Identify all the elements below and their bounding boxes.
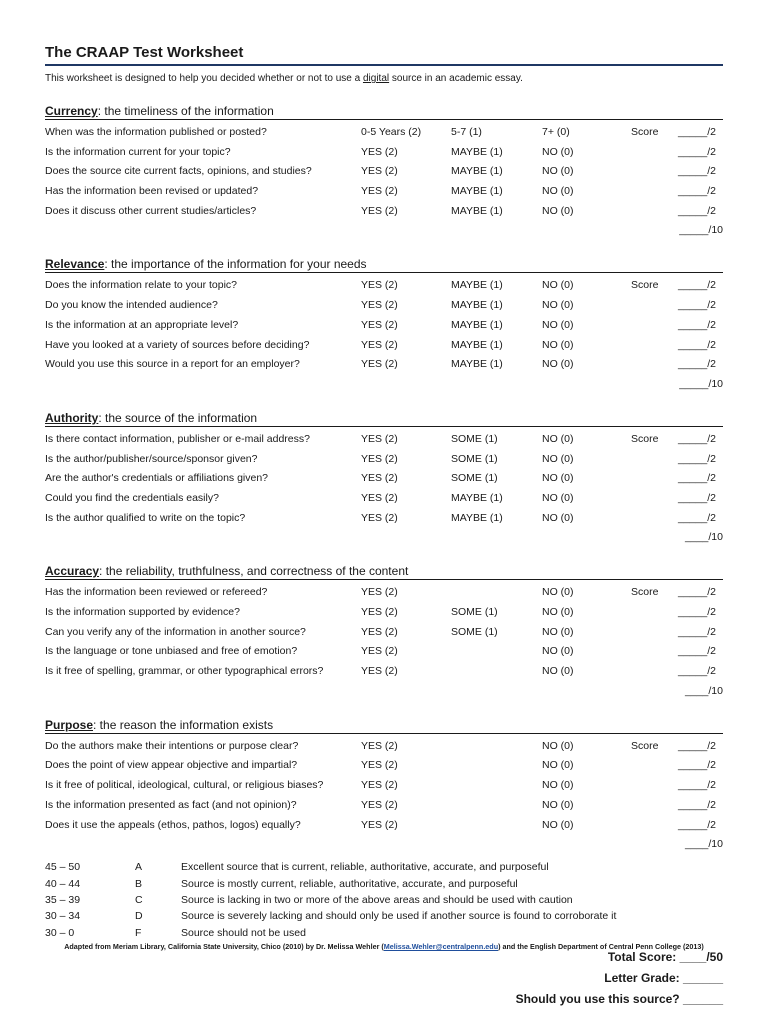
option-low[interactable]: 7+ (0) [542,126,570,138]
question-row [45,450,723,470]
page-title: The CRAAP Test Worksheet [45,44,723,66]
score-blank[interactable]: _____/2 [678,779,716,792]
question-row [45,816,723,836]
question-row [45,776,723,796]
option-high[interactable]: YES (2) [361,452,398,465]
grade-letter: B [135,877,143,890]
option-high[interactable]: YES (2) [361,472,398,485]
option-high[interactable]: YES (2) [361,338,398,351]
question-row [45,430,723,450]
question-row [45,583,723,603]
section-total [45,528,723,546]
section-description: : the reliability, truthfulness, and correctness of the content [99,564,409,579]
score-blank[interactable]: _____/2 [678,338,716,351]
section-total-blank[interactable]: _____/10 [679,377,723,390]
section-name: Currency [45,104,98,118]
question-row [45,796,723,816]
option-high[interactable]: YES (2) [361,798,398,811]
option-low[interactable]: NO (0) [542,818,574,831]
footer-before: Adapted from Meriam Library, California State University, Chico (2010) by Dr. Melissa Wehler ( [64,942,384,951]
grade-range: 30 – 34 [45,910,81,923]
grade-row [45,892,723,908]
option-mid[interactable]: 5-7 (1) [451,126,482,138]
question-text: Do the authors make their intentions or purpose clear? [45,739,299,752]
score-label: Score [631,432,659,445]
section-authority [45,410,723,546]
question-row [45,509,723,529]
option-low[interactable]: NO (0) [542,798,574,811]
letter-grade[interactable]: Letter Grade: ______ [604,971,723,986]
option-mid[interactable]: SOME (1) [451,625,498,638]
question-text: Could you find the credentials easily? [45,491,219,504]
question-text: Does the point of view appear objective and impartial? [45,759,298,772]
intro-text [45,72,723,86]
section-heading [45,103,723,120]
score-blank[interactable]: _____/2 [678,472,716,485]
section-total-blank[interactable]: ____/10 [685,531,723,544]
score-blank[interactable]: _____/2 [678,586,716,599]
option-low[interactable]: NO (0) [542,472,574,485]
score-blank[interactable]: _____/2 [678,145,716,158]
option-mid[interactable]: SOME (1) [451,452,498,465]
question-row [45,469,723,489]
question-row [45,182,723,202]
option-high[interactable]: YES (2) [361,759,398,772]
option-low[interactable]: NO (0) [542,338,574,351]
section-total [45,375,723,393]
question-text: Has the information been reviewed or refereed? [45,586,268,599]
question-row [45,276,723,296]
score-blank[interactable]: _____/2 [678,358,716,371]
option-low[interactable]: NO (0) [542,299,574,312]
score-blank[interactable]: _____/2 [678,606,716,618]
score-blank[interactable]: _____/2 [678,452,716,465]
question-row [45,162,723,182]
final-score-block [45,947,723,1010]
question-text: Does the information relate to your topic? [45,279,238,292]
score-label: Score [631,586,659,599]
score-blank[interactable]: _____/2 [678,645,716,658]
option-low[interactable]: NO (0) [542,279,574,292]
option-high[interactable]: YES (2) [361,645,398,658]
option-high[interactable]: YES (2) [361,145,398,158]
score-label: Score [631,279,659,292]
question-text: Is the information presented as fact (and not opinion)? [45,798,297,811]
option-high[interactable]: YES (2) [361,739,398,752]
section-name: Authority [45,410,99,425]
option-high[interactable]: YES (2) [361,625,398,638]
worksheet-page [45,44,723,1010]
option-low[interactable]: NO (0) [542,511,574,524]
option-high[interactable]: YES (2) [361,606,398,618]
question-text: Has the information been revised or updated? [45,185,259,198]
score-blank[interactable]: _____/2 [678,739,716,752]
option-mid[interactable]: MAYBE (1) [451,491,503,504]
section-heading [45,410,723,427]
grade-range: 35 – 39 [45,893,81,906]
grade-description: Source should not be used [181,926,306,939]
grade-row [45,859,723,875]
score-blank[interactable]: _____/2 [678,165,716,178]
option-high[interactable]: YES (2) [361,279,398,292]
option-low[interactable]: NO (0) [542,759,574,772]
grading-scale [45,859,723,941]
option-low[interactable]: NO (0) [542,145,574,158]
question-text: When was the information published or posted? [45,126,267,138]
section-currency [45,103,723,239]
grade-description: Source is lacking in two or more of the above areas and should be used with caution [181,893,573,906]
grade-row [45,876,723,892]
footer-email-link[interactable]: Melissa.Wehler@centralpenn.edu [383,942,499,951]
option-high[interactable]: YES (2) [361,779,398,792]
grade-letter: C [135,893,143,906]
score-blank[interactable]: _____/2 [678,759,716,772]
question-row [45,737,723,757]
option-low[interactable]: NO (0) [542,432,574,445]
question-text: Is the author qualified to write on the topic? [45,511,246,524]
option-low[interactable]: NO (0) [542,606,574,618]
intro-after: source in an academic essay. [389,73,523,84]
question-text: Is the language or tone unbiased and free of emotion? [45,645,298,658]
option-high[interactable]: YES (2) [361,665,398,678]
score-blank[interactable]: _____/2 [678,126,716,138]
score-blank[interactable]: _____/2 [678,818,716,831]
score-blank[interactable]: _____/2 [678,185,716,198]
section-total [45,835,723,853]
option-high[interactable]: YES (2) [361,299,398,312]
score-blank[interactable]: _____/2 [678,511,716,524]
option-low[interactable]: NO (0) [542,165,574,178]
section-total [45,682,723,700]
question-text: Is the information supported by evidence? [45,606,240,618]
option-mid[interactable]: MAYBE (1) [451,165,503,178]
question-text: Can you verify any of the information in another source? [45,625,306,638]
option-high[interactable]: YES (2) [361,511,398,524]
question-row [45,489,723,509]
section-name: Accuracy [45,564,100,579]
option-high[interactable]: YES (2) [361,432,398,445]
question-row [45,143,723,163]
option-low[interactable]: NO (0) [542,491,574,504]
score-blank[interactable]: _____/2 [678,665,716,678]
question-text: Is it free of political, ideological, cultural, or religious biases? [45,779,324,792]
grade-letter: A [135,861,143,874]
section-total [45,221,723,239]
option-mid[interactable]: SOME (1) [451,432,498,445]
grade-range: 45 – 50 [45,861,81,874]
intro-before: This worksheet is designed to help you decided whether or not to use a [45,73,363,84]
grade-row [45,908,723,924]
grade-description: Excellent source that is current, reliable, authoritative, accurate, and purposeful [181,861,549,874]
question-row [45,123,723,143]
option-high[interactable]: YES (2) [361,586,398,599]
score-blank[interactable]: _____/2 [678,432,716,445]
option-low[interactable]: NO (0) [542,645,574,658]
option-high[interactable]: YES (2) [361,318,398,331]
option-high[interactable]: YES (2) [361,491,398,504]
grade-letter: D [135,910,143,923]
intro-underlined-word: digital [362,73,390,84]
grade-range: 30 – 0 [45,926,75,939]
score-blank[interactable]: _____/2 [678,318,716,331]
option-low[interactable]: NO (0) [542,665,574,678]
question-text: Does it use the appeals (ethos, pathos, logos) equally? [45,818,301,831]
section-description: : the source of the information [98,410,258,425]
score-blank[interactable]: _____/2 [678,299,716,312]
section-relevance [45,256,723,392]
total-score[interactable]: Total Score: ____/50 [607,950,723,965]
question-row [45,623,723,643]
score-blank[interactable]: _____/2 [678,625,716,638]
question-row [45,316,723,336]
option-low[interactable]: NO (0) [542,318,574,331]
question-text: Have you looked at a variety of sources before deciding? [45,338,310,351]
grade-description: Source is mostly current, reliable, authoritative, accurate, and purposeful [181,877,518,890]
question-text: Would you use this source in a report for an employer? [45,358,300,371]
option-mid[interactable]: MAYBE (1) [451,299,503,312]
option-mid[interactable]: MAYBE (1) [451,185,503,198]
score-blank[interactable]: _____/2 [678,204,716,217]
section-description: : the importance of the information for your needs [104,257,367,272]
option-low[interactable]: NO (0) [542,185,574,198]
option-low[interactable]: NO (0) [542,452,574,465]
question-row [45,662,723,682]
question-row [45,355,723,375]
score-blank[interactable]: _____/2 [678,798,716,811]
option-low[interactable]: NO (0) [542,586,574,599]
section-name: Relevance [45,257,105,272]
question-text: Do you know the intended audience? [45,299,218,312]
section-total-blank[interactable]: ____/10 [685,838,723,851]
section-name: Purpose [45,717,94,732]
option-mid[interactable]: MAYBE (1) [451,511,503,524]
question-text: Is it free of spelling, grammar, or other typographical errors? [45,665,324,678]
use-source-question[interactable]: Should you use this source? ______ [515,992,723,1007]
option-mid[interactable]: MAYBE (1) [451,279,503,292]
option-low[interactable]: NO (0) [542,204,574,217]
option-low[interactable]: NO (0) [542,779,574,792]
option-mid[interactable]: SOME (1) [451,472,498,485]
option-low[interactable]: NO (0) [542,625,574,638]
question-text: Is the information current for your topic? [45,145,231,158]
option-low[interactable]: NO (0) [542,739,574,752]
option-high[interactable]: YES (2) [361,165,398,178]
grade-range: 40 – 44 [45,877,81,890]
question-row [45,296,723,316]
question-text: Does the source cite current facts, opinions, and studies? [45,165,312,178]
grade-description: Source is severely lacking and should only be used if another source is found to corroborate it [181,910,617,923]
score-blank[interactable]: _____/2 [678,279,716,292]
score-label: Score [631,126,659,138]
option-high[interactable]: YES (2) [361,358,398,371]
option-high[interactable]: 0-5 Years (2) [361,126,422,138]
section-heading [45,563,723,580]
option-mid[interactable]: MAYBE (1) [451,318,503,331]
option-mid[interactable]: MAYBE (1) [451,358,503,371]
question-text: Does it discuss other current studies/articles? [45,204,257,217]
option-mid[interactable]: MAYBE (1) [451,145,503,158]
grade-letter: F [135,926,142,939]
section-description: : the reason the information exists [93,717,274,732]
question-row [45,202,723,222]
question-text: Are the author's credentials or affiliations given? [45,472,269,485]
section-heading [45,256,723,273]
option-mid[interactable]: SOME (1) [451,606,498,618]
footer-after: ) and the English Department of Central Penn College (2013) [498,942,704,951]
question-text: Is there contact information, publisher or e-mail address? [45,432,310,445]
footer-credit [45,942,723,951]
section-accuracy [45,563,723,699]
section-purpose [45,717,723,853]
option-mid[interactable]: MAYBE (1) [451,204,503,217]
option-mid[interactable]: MAYBE (1) [451,338,503,351]
criteria-sections [45,103,723,853]
option-high[interactable]: YES (2) [361,818,398,831]
question-text: Is the author/publisher/source/sponsor given? [45,452,258,465]
question-text: Is the information at an appropriate level? [45,318,239,331]
question-row [45,756,723,776]
question-row [45,336,723,356]
option-high[interactable]: YES (2) [361,185,398,198]
section-total-blank[interactable]: _____/10 [679,224,723,237]
section-heading [45,717,723,734]
question-row [45,642,723,662]
section-total-blank[interactable]: ____/10 [685,684,723,697]
score-blank[interactable]: _____/2 [678,491,716,504]
option-low[interactable]: NO (0) [542,358,574,371]
option-high[interactable]: YES (2) [361,204,398,217]
grade-row [45,925,723,941]
question-row [45,603,723,623]
section-description: : the timeliness of the information [97,104,274,118]
score-label: Score [631,739,659,752]
